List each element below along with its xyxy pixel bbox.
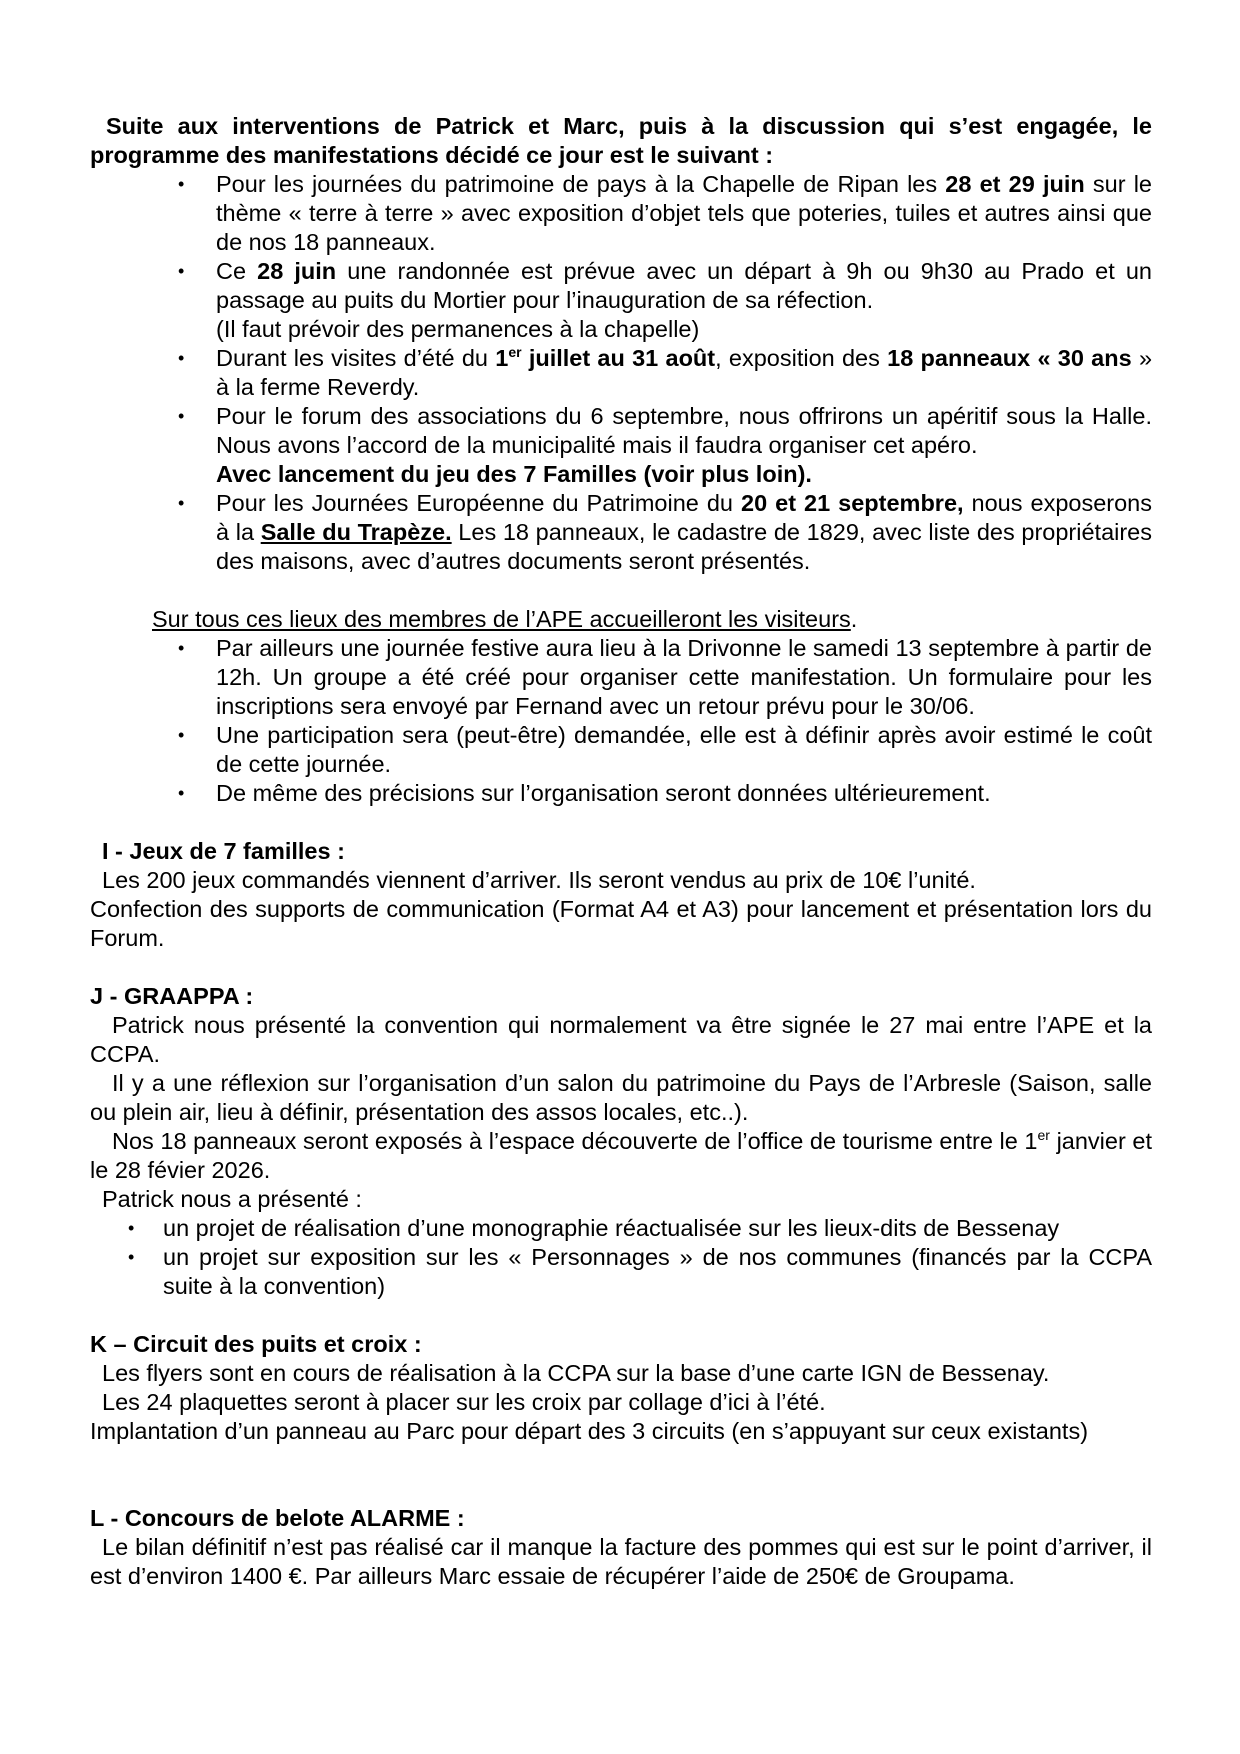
spacer [90, 1301, 1152, 1330]
section-heading: K – Circuit des puits et croix : [90, 1331, 422, 1357]
paragraph: Implantation d’un panneau au Parc pour départ des 3 circuits (en s’appuyant sur ceux existants) [90, 1418, 1089, 1444]
list-item: • Durant les visites d’été du 1er juillet au 31 août, exposition des 18 panneaux « 30 ans » à la ferme Reverdy. [178, 344, 1153, 400]
bullet-icon: • [178, 493, 185, 513]
bullet-icon: • [128, 1247, 135, 1267]
bullet-icon: • [178, 348, 185, 368]
list-item: • Par ailleurs une journée festive aura lieu à la Drivonne le samedi 13 septembre à partir de 12h. Un groupe a été créé pour organiser cette manifestation. Un formulaire pour les inscriptions sera envoyé par Fernand avec un retour prévu pour le 30/06. [178, 635, 1152, 719]
paragraph: Les 24 plaquettes seront à placer sur les croix par collage d’ici à l’été. [102, 1389, 826, 1415]
list-item-note: (Il faut prévoir des permanences à la chapelle) [216, 316, 700, 342]
list-item: • De même des précisions sur l’organisation seront données ultérieurement. [178, 780, 991, 806]
paragraph: Les flyers sont en cours de réalisation à la CCPA sur la base d’une carte IGN de Bessenay. [102, 1360, 1050, 1386]
paragraph: Il y a une réflexion sur l’organisation d’un salon du patrimoine du Pays de l’Arbresle (Saison, salle ou plein air, lieu à définir, présentation des assos locales, etc..). [90, 1070, 1152, 1125]
spacer [90, 1446, 1152, 1504]
bullet-icon: • [178, 783, 185, 803]
section-heading: I - Jeux de 7 familles : [102, 838, 345, 864]
paragraph: Confection des supports de communication (Format A4 et A3) pour lancement et présentation lors du Forum. [90, 896, 1152, 951]
lieux-paragraph: Sur tous ces lieux des membres de l’APE accueilleront les visiteurs. [152, 606, 858, 632]
list-item: • Pour les Journées Européenne du Patrimoine du 20 et 21 septembre, nous exposerons à la Salle du Trapèze. Les 18 panneaux, le cadastre de 1829, avec liste des propriétaires des maisons, avec d’autres documents seront présentés. [178, 490, 1153, 574]
bullet-icon: • [178, 174, 185, 194]
list-item: • Pour le forum des associations du 6 septembre, nous offrirons un apéritif sous la Halle. Nous avons l’accord de la municipalité mais il faudra organiser cet apéro. Avec lancement du jeu des 7 Familles (voir plus loin). [178, 403, 1152, 487]
section-heading: J - GRAAPPA : [90, 983, 254, 1009]
intro-paragraph: Suite aux interventions de Patrick et Marc, puis à la discussion qui s’est engagée, le programme des manifestations décidé ce jour est le suivant : [90, 113, 1152, 168]
list-item: • Une participation sera (peut-être) demandée, elle est à définir après avoir estimé le coût de cette journée. [178, 722, 1152, 777]
spacer [90, 808, 1152, 837]
spacer [90, 953, 1152, 982]
paragraph: Le bilan définitif n’est pas réalisé car il manque la facture des pommes qui est sur le point d’arriver, il est d’environ 1400 €. Par ailleurs Marc essaie de récupérer l’aide de 250€ de Groupama. [90, 1534, 1152, 1589]
bullet-icon: • [128, 1218, 135, 1238]
list-item: • un projet de réalisation d’une monographie réactualisée sur les lieux-dits de Bessenay [128, 1215, 1060, 1241]
projects-list [90, 1214, 1152, 1301]
bullet-icon: • [178, 406, 185, 426]
paragraph: Patrick nous présenté la convention qui normalement va être signée le 27 mai entre l’APE et la CCPA. [90, 1012, 1152, 1067]
paragraph: Les 200 jeux commandés viennent d’arriver. Ils seront vendus au prix de 10€ l’unité. [102, 867, 976, 893]
spacer [90, 576, 1152, 605]
list-item: • un projet sur exposition sur les « Personnages » de nos communes (financés par la CCPA suite à la convention) [128, 1244, 1152, 1299]
bullet-icon: • [178, 725, 185, 745]
festive-list [90, 634, 1152, 808]
section-heading: L - Concours de belote ALARME : [90, 1505, 465, 1531]
bullet-icon: • [178, 638, 185, 658]
list-item: • Pour les journées du patrimoine de pays à la Chapelle de Ripan les 28 et 29 juin sur le thème « terre à terre » avec exposition d’objet tels que poteries, tuiles et autres ainsi que de nos 18 panneaux. [178, 171, 1152, 255]
list-item: • Ce 28 juin une randonnée est prévue avec un départ à 9h ou 9h30 au Prado et un passage au puits du Mortier pour l’inauguration de sa réfection. (Il faut prévoir des permanences à la chapelle) [178, 258, 1153, 342]
paragraph: Nos 18 panneaux seront exposés à l’espace découverte de l’office de tourisme entre le 1er janvier et le 28 févier 2026. [90, 1127, 1152, 1183]
events-list [90, 170, 1152, 576]
bullet-icon: • [178, 261, 185, 281]
document-page [90, 112, 1152, 1591]
paragraph: Patrick nous a présenté : [102, 1186, 362, 1212]
list-item-highlight: Avec lancement du jeu des 7 Familles (voir plus loin). [216, 461, 812, 487]
